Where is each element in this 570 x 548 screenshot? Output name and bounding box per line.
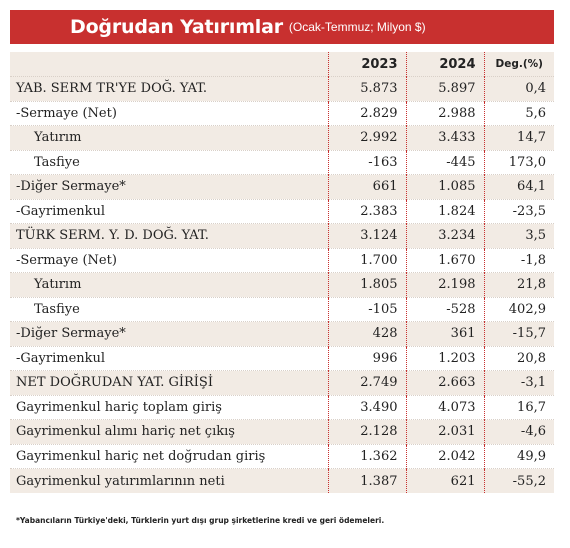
table-row — [10, 126, 554, 151]
table-subtitle: (Ocak-Temmuz; Milyon $) — [288, 20, 426, 34]
value-change: 16,7 — [484, 395, 554, 420]
table-row — [10, 224, 554, 249]
value-2024: 1.824 — [406, 199, 484, 224]
value-change: 173,0 — [484, 150, 554, 175]
header-2023: 2023 — [328, 52, 406, 77]
value-2024: 5.897 — [406, 77, 484, 102]
value-change: -4,6 — [484, 420, 554, 445]
table-title-bar — [10, 10, 554, 44]
value-2024: 2.031 — [406, 420, 484, 445]
header-row — [10, 52, 554, 77]
value-2023: 2.128 — [328, 420, 406, 445]
value-2023: 1.805 — [328, 273, 406, 298]
value-2023: 996 — [328, 346, 406, 371]
row-label: -Diğer Sermaye* — [10, 322, 328, 347]
value-change: 20,8 — [484, 346, 554, 371]
value-2024: 1.203 — [406, 346, 484, 371]
value-change: 0,4 — [484, 77, 554, 102]
row-label: NET DOĞRUDAN YAT. GİRİŞİ — [10, 371, 328, 396]
header-change: Deg.(%) — [484, 52, 554, 77]
row-label: Gayrimenkul hariç toplam giriş — [10, 395, 328, 420]
value-2024: 2.663 — [406, 371, 484, 396]
value-2024: 2.042 — [406, 444, 484, 469]
value-change: 64,1 — [484, 175, 554, 200]
table-row — [10, 101, 554, 126]
table-row — [10, 371, 554, 396]
value-2023: 661 — [328, 175, 406, 200]
table-row — [10, 346, 554, 371]
value-2024: 361 — [406, 322, 484, 347]
header-2024: 2024 — [406, 52, 484, 77]
row-label: Gayrimenkul alımı hariç net çıkış — [10, 420, 328, 445]
value-2024: 3.234 — [406, 224, 484, 249]
value-change: -23,5 — [484, 199, 554, 224]
value-2024: -445 — [406, 150, 484, 175]
value-2024: 621 — [406, 469, 484, 494]
row-label: -Sermaye (Net) — [10, 101, 328, 126]
row-label: Gayrimenkul yatırımlarının neti — [10, 469, 328, 494]
value-2023: 1.362 — [328, 444, 406, 469]
value-2023: 1.700 — [328, 248, 406, 273]
value-2024: -528 — [406, 297, 484, 322]
value-change: 5,6 — [484, 101, 554, 126]
row-label: Tasfiye — [10, 297, 328, 322]
table-row — [10, 273, 554, 298]
row-label: Gayrimenkul hariç net doğrudan giriş — [10, 444, 328, 469]
value-2023: 428 — [328, 322, 406, 347]
value-2023: 1.387 — [328, 469, 406, 494]
value-2023: 3.124 — [328, 224, 406, 249]
row-label: Tasfiye — [10, 150, 328, 175]
value-2024: 4.073 — [406, 395, 484, 420]
value-change: 402,9 — [484, 297, 554, 322]
table-title: Doğrudan Yatırımlar — [70, 16, 283, 38]
table-row — [10, 322, 554, 347]
value-2024: 1.085 — [406, 175, 484, 200]
table-row — [10, 469, 554, 494]
row-label: YAB. SERM TR'YE DOĞ. YAT. — [10, 77, 328, 102]
table-row — [10, 199, 554, 224]
value-change: -1,8 — [484, 248, 554, 273]
value-2024: 2.198 — [406, 273, 484, 298]
footnote: *Yabancıların Türkiye'deki, Türklerin yurt dışı grup şirketlerine kredi ve geri ödemeleri. — [16, 516, 385, 525]
table-row — [10, 175, 554, 200]
value-2023: -105 — [328, 297, 406, 322]
value-2024: 2.988 — [406, 101, 484, 126]
table-row — [10, 248, 554, 273]
value-change: 3,5 — [484, 224, 554, 249]
row-label: -Sermaye (Net) — [10, 248, 328, 273]
row-label: TÜRK SERM. Y. D. DOĞ. YAT. — [10, 224, 328, 249]
row-label: -Diğer Sermaye* — [10, 175, 328, 200]
value-change: 14,7 — [484, 126, 554, 151]
value-2023: -163 — [328, 150, 406, 175]
table-row — [10, 77, 554, 102]
value-2023: 2.383 — [328, 199, 406, 224]
value-change: 49,9 — [484, 444, 554, 469]
value-2024: 3.433 — [406, 126, 484, 151]
value-2024: 1.670 — [406, 248, 484, 273]
value-2023: 2.749 — [328, 371, 406, 396]
value-change: -15,7 — [484, 322, 554, 347]
value-2023: 5.873 — [328, 77, 406, 102]
table-row — [10, 420, 554, 445]
row-label: Yatırım — [10, 273, 328, 298]
row-label: -Gayrimenkul — [10, 199, 328, 224]
value-2023: 3.490 — [328, 395, 406, 420]
table-row — [10, 444, 554, 469]
value-2023: 2.992 — [328, 126, 406, 151]
value-change: -55,2 — [484, 469, 554, 494]
value-change: 21,8 — [484, 273, 554, 298]
investment-table-card — [10, 10, 554, 530]
value-change: -3,1 — [484, 371, 554, 396]
table-row — [10, 150, 554, 175]
row-label: -Gayrimenkul — [10, 346, 328, 371]
value-2023: 2.829 — [328, 101, 406, 126]
table-body — [10, 77, 554, 494]
table-row — [10, 297, 554, 322]
table-row — [10, 395, 554, 420]
header-label — [10, 52, 328, 77]
data-table — [10, 52, 554, 493]
row-label: Yatırım — [10, 126, 328, 151]
